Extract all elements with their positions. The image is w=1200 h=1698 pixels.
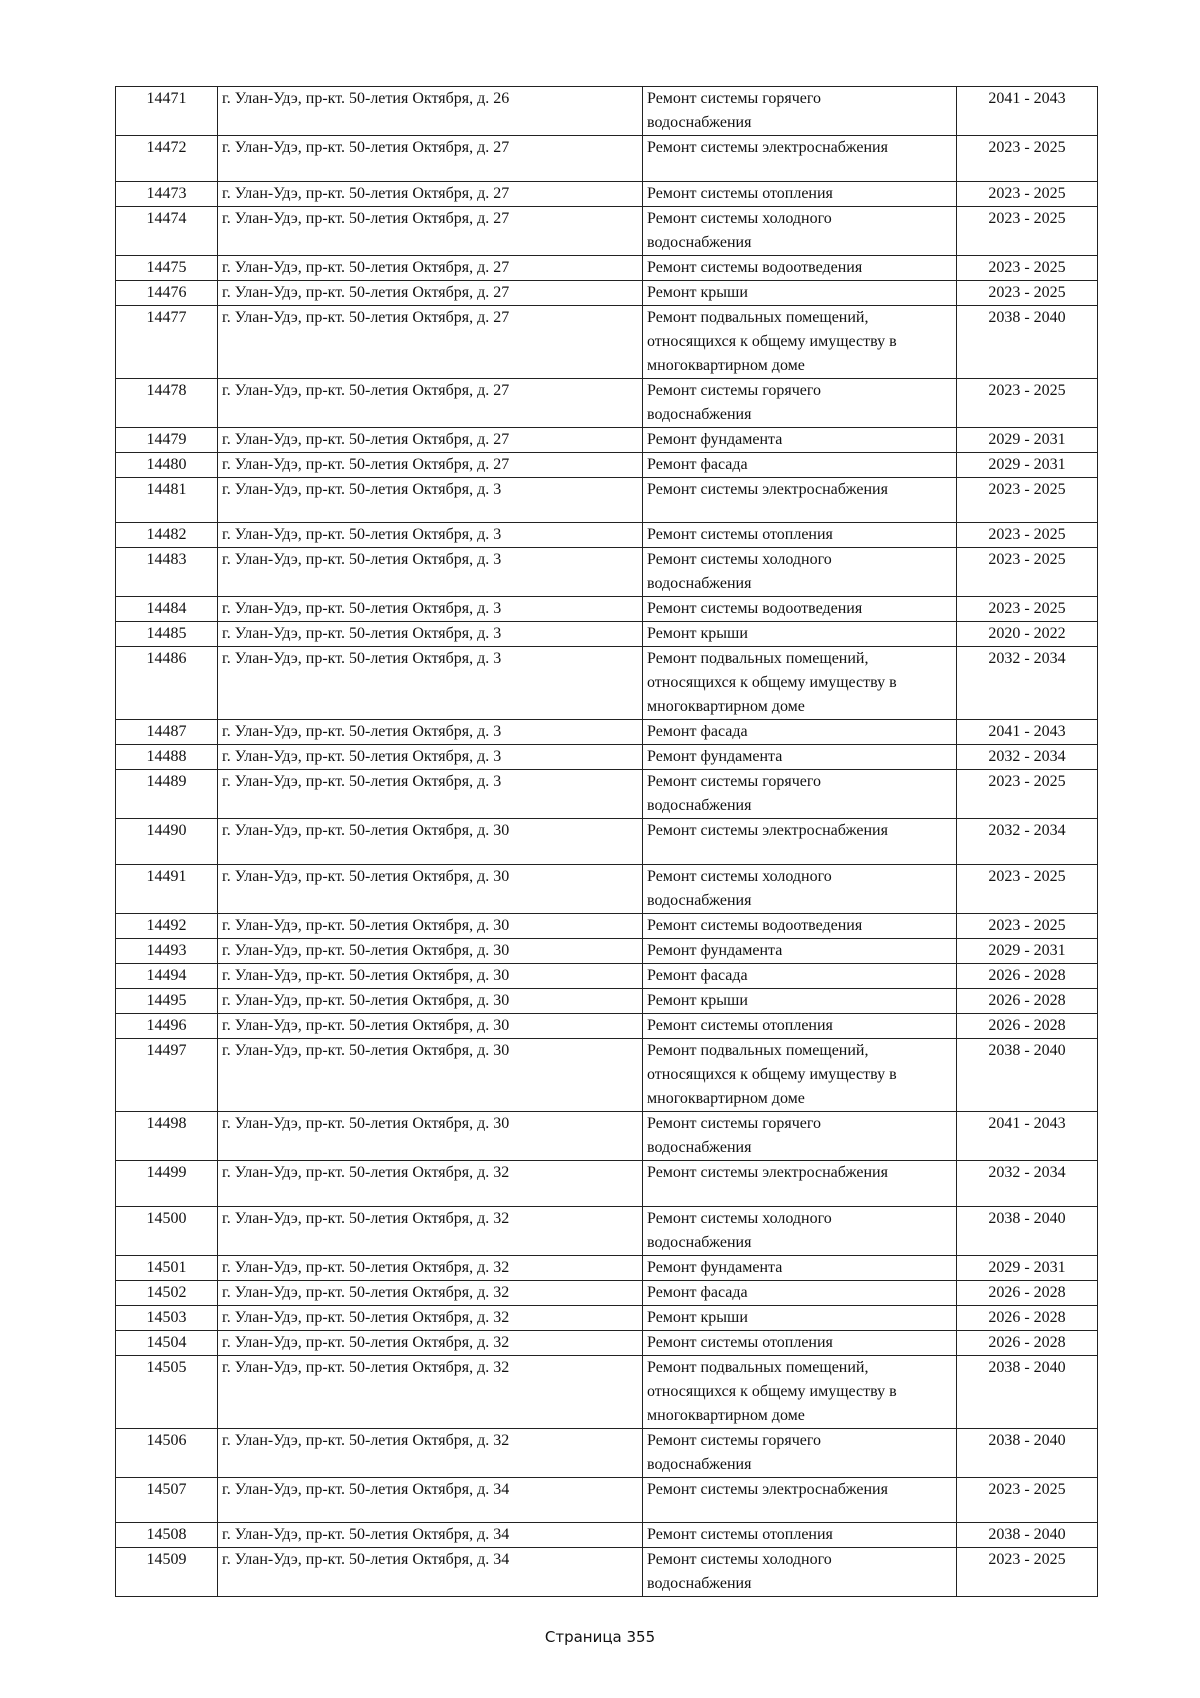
- row-period: 2026 - 2028: [957, 964, 1098, 989]
- row-number: 14497: [116, 1039, 218, 1112]
- row-number: 14476: [116, 280, 218, 305]
- table-row: [116, 1280, 1098, 1305]
- row-address: г. Улан-Удэ, пр-кт. 50-летия Октября, д. 27: [218, 255, 643, 280]
- row-work-type: Ремонт фасада: [643, 964, 957, 989]
- row-number: 14494: [116, 964, 218, 989]
- row-work-type: Ремонт системы холодного водоснабжения: [643, 548, 957, 597]
- table-row: [116, 1548, 1098, 1597]
- row-work-type: Ремонт системы электроснабжения: [643, 136, 957, 182]
- table-row: [116, 427, 1098, 452]
- row-number: 14500: [116, 1206, 218, 1255]
- row-period: 2023 - 2025: [957, 1548, 1098, 1597]
- row-period: 2032 - 2034: [957, 647, 1098, 720]
- row-work-type: Ремонт системы отопления: [643, 1330, 957, 1355]
- row-period: 2029 - 2031: [957, 427, 1098, 452]
- row-work-type: Ремонт системы отопления: [643, 181, 957, 206]
- row-number: 14472: [116, 136, 218, 182]
- table-row: [116, 622, 1098, 647]
- row-address: г. Улан-Удэ, пр-кт. 50-летия Октября, д. 32: [218, 1206, 643, 1255]
- row-address: г. Улан-Удэ, пр-кт. 50-летия Октября, д. 30: [218, 989, 643, 1014]
- row-work-type: Ремонт фасада: [643, 720, 957, 745]
- table-row: [116, 255, 1098, 280]
- row-period: 2032 - 2034: [957, 1161, 1098, 1207]
- row-number: 14482: [116, 523, 218, 548]
- table-row: [116, 305, 1098, 378]
- row-work-type: Ремонт подвальных помещений, относящихся к общему имуществу в многоквартирном доме: [643, 647, 957, 720]
- table-row: [116, 206, 1098, 255]
- row-period: 2026 - 2028: [957, 989, 1098, 1014]
- row-period: 2029 - 2031: [957, 939, 1098, 964]
- row-number: 14484: [116, 597, 218, 622]
- table-row: [116, 989, 1098, 1014]
- row-work-type: Ремонт системы электроснабжения: [643, 477, 957, 523]
- row-number: 14492: [116, 914, 218, 939]
- row-work-type: Ремонт фундамента: [643, 427, 957, 452]
- row-work-type: Ремонт системы электроснабжения: [643, 1161, 957, 1207]
- table-row: [116, 477, 1098, 523]
- row-address: г. Улан-Удэ, пр-кт. 50-летия Октября, д. 30: [218, 819, 643, 865]
- row-work-type: Ремонт фасада: [643, 452, 957, 477]
- row-number: 14502: [116, 1280, 218, 1305]
- row-address: г. Улан-Удэ, пр-кт. 50-летия Октября, д. 27: [218, 181, 643, 206]
- row-address: г. Улан-Удэ, пр-кт. 50-летия Октября, д. 32: [218, 1330, 643, 1355]
- table-row: [116, 1428, 1098, 1477]
- row-number: 14499: [116, 1161, 218, 1207]
- row-period: 2023 - 2025: [957, 181, 1098, 206]
- row-number: 14504: [116, 1330, 218, 1355]
- row-address: г. Улан-Удэ, пр-кт. 50-летия Октября, д. 30: [218, 1014, 643, 1039]
- table-row: [116, 1355, 1098, 1428]
- table-row: [116, 964, 1098, 989]
- table-row: [116, 865, 1098, 914]
- row-number: 14509: [116, 1548, 218, 1597]
- row-period: 2038 - 2040: [957, 1428, 1098, 1477]
- row-period: 2041 - 2043: [957, 720, 1098, 745]
- row-work-type: Ремонт системы водоотведения: [643, 914, 957, 939]
- row-address: г. Улан-Удэ, пр-кт. 50-летия Октября, д. 32: [218, 1255, 643, 1280]
- row-work-type: Ремонт системы отопления: [643, 1523, 957, 1548]
- row-address: г. Улан-Удэ, пр-кт. 50-летия Октября, д. 26: [218, 87, 643, 136]
- table-row: [116, 914, 1098, 939]
- row-address: г. Улан-Удэ, пр-кт. 50-летия Октября, д. 34: [218, 1477, 643, 1523]
- row-work-type: Ремонт системы горячего водоснабжения: [643, 1112, 957, 1161]
- row-period: 2023 - 2025: [957, 865, 1098, 914]
- table-row: [116, 378, 1098, 427]
- row-address: г. Улан-Удэ, пр-кт. 50-летия Октября, д. 3: [218, 647, 643, 720]
- row-work-type: Ремонт системы горячего водоснабжения: [643, 378, 957, 427]
- row-work-type: Ремонт подвальных помещений, относящихся к общему имуществу в многоквартирном доме: [643, 305, 957, 378]
- row-work-type: Ремонт крыши: [643, 989, 957, 1014]
- row-address: г. Улан-Удэ, пр-кт. 50-летия Октября, д. 32: [218, 1161, 643, 1207]
- table-row: [116, 136, 1098, 182]
- table-body: [116, 87, 1098, 1597]
- row-period: 2023 - 2025: [957, 280, 1098, 305]
- table-row: [116, 1477, 1098, 1523]
- row-address: г. Улан-Удэ, пр-кт. 50-летия Октября, д. 32: [218, 1428, 643, 1477]
- row-work-type: Ремонт системы горячего водоснабжения: [643, 770, 957, 819]
- table-row: [116, 1014, 1098, 1039]
- page-number: Страница 355: [544, 1628, 656, 1646]
- table-row: [116, 181, 1098, 206]
- row-work-type: Ремонт системы водоотведения: [643, 597, 957, 622]
- table-row: [116, 452, 1098, 477]
- table-row: [116, 1161, 1098, 1207]
- row-work-type: Ремонт фасада: [643, 1280, 957, 1305]
- row-address: г. Улан-Удэ, пр-кт. 50-летия Октября, д. 30: [218, 865, 643, 914]
- row-number: 14490: [116, 819, 218, 865]
- row-number: 14505: [116, 1355, 218, 1428]
- row-period: 2029 - 2031: [957, 452, 1098, 477]
- row-work-type: Ремонт подвальных помещений, относящихся к общему имуществу в многоквартирном доме: [643, 1039, 957, 1112]
- row-number: 14501: [116, 1255, 218, 1280]
- row-number: 14495: [116, 989, 218, 1014]
- row-period: 2029 - 2031: [957, 1255, 1098, 1280]
- row-number: 14498: [116, 1112, 218, 1161]
- row-number: 14481: [116, 477, 218, 523]
- row-address: г. Улан-Удэ, пр-кт. 50-летия Октября, д. 27: [218, 280, 643, 305]
- row-number: 14480: [116, 452, 218, 477]
- row-number: 14508: [116, 1523, 218, 1548]
- row-work-type: Ремонт системы отопления: [643, 523, 957, 548]
- row-period: 2023 - 2025: [957, 914, 1098, 939]
- row-address: г. Улан-Удэ, пр-кт. 50-летия Октября, д. 27: [218, 206, 643, 255]
- row-work-type: Ремонт системы горячего водоснабжения: [643, 87, 957, 136]
- row-address: г. Улан-Удэ, пр-кт. 50-летия Октября, д. 3: [218, 770, 643, 819]
- row-work-type: Ремонт крыши: [643, 622, 957, 647]
- row-period: 2041 - 2043: [957, 1112, 1098, 1161]
- table-row: [116, 523, 1098, 548]
- row-address: г. Улан-Удэ, пр-кт. 50-летия Октября, д. 27: [218, 378, 643, 427]
- row-address: г. Улан-Удэ, пр-кт. 50-летия Октября, д. 27: [218, 427, 643, 452]
- row-number: 14493: [116, 939, 218, 964]
- table-row: [116, 939, 1098, 964]
- row-period: 2038 - 2040: [957, 1523, 1098, 1548]
- row-period: 2023 - 2025: [957, 206, 1098, 255]
- row-number: 14474: [116, 206, 218, 255]
- row-work-type: Ремонт системы горячего водоснабжения: [643, 1428, 957, 1477]
- row-work-type: Ремонт системы холодного водоснабжения: [643, 1206, 957, 1255]
- row-address: г. Улан-Удэ, пр-кт. 50-летия Октября, д. 32: [218, 1305, 643, 1330]
- row-period: 2032 - 2034: [957, 745, 1098, 770]
- row-work-type: Ремонт системы электроснабжения: [643, 1477, 957, 1523]
- row-address: г. Улан-Удэ, пр-кт. 50-летия Октября, д. 30: [218, 1112, 643, 1161]
- row-address: г. Улан-Удэ, пр-кт. 50-летия Октября, д. 27: [218, 136, 643, 182]
- row-address: г. Улан-Удэ, пр-кт. 50-летия Октября, д. 34: [218, 1523, 643, 1548]
- row-number: 14479: [116, 427, 218, 452]
- table-row: [116, 1330, 1098, 1355]
- row-period: 2020 - 2022: [957, 622, 1098, 647]
- row-work-type: Ремонт системы холодного водоснабжения: [643, 1548, 957, 1597]
- table-row: [116, 720, 1098, 745]
- row-address: г. Улан-Удэ, пр-кт. 50-летия Октября, д. 3: [218, 597, 643, 622]
- row-number: 14488: [116, 745, 218, 770]
- table-row: [116, 548, 1098, 597]
- row-period: 2026 - 2028: [957, 1330, 1098, 1355]
- repair-schedule-table: [115, 86, 1098, 1597]
- row-number: 14486: [116, 647, 218, 720]
- row-number: 14473: [116, 181, 218, 206]
- row-number: 14489: [116, 770, 218, 819]
- row-number: 14475: [116, 255, 218, 280]
- row-work-type: Ремонт фундамента: [643, 939, 957, 964]
- table-row: [116, 1255, 1098, 1280]
- row-work-type: Ремонт фундамента: [643, 745, 957, 770]
- table-row: [116, 280, 1098, 305]
- row-period: 2023 - 2025: [957, 255, 1098, 280]
- row-period: 2023 - 2025: [957, 523, 1098, 548]
- row-address: г. Улан-Удэ, пр-кт. 50-летия Октября, д. 27: [218, 452, 643, 477]
- row-address: г. Улан-Удэ, пр-кт. 50-летия Октября, д. 3: [218, 745, 643, 770]
- row-number: 14471: [116, 87, 218, 136]
- row-number: 14491: [116, 865, 218, 914]
- row-address: г. Улан-Удэ, пр-кт. 50-летия Октября, д. 3: [218, 477, 643, 523]
- row-period: 2026 - 2028: [957, 1305, 1098, 1330]
- row-number: 14483: [116, 548, 218, 597]
- row-work-type: Ремонт системы холодного водоснабжения: [643, 206, 957, 255]
- table-row: [116, 87, 1098, 136]
- row-period: 2023 - 2025: [957, 1477, 1098, 1523]
- table-row: [116, 819, 1098, 865]
- row-address: г. Улан-Удэ, пр-кт. 50-летия Октября, д. 27: [218, 305, 643, 378]
- row-work-type: Ремонт подвальных помещений, относящихся к общему имуществу в многоквартирном доме: [643, 1355, 957, 1428]
- table-row: [116, 597, 1098, 622]
- row-work-type: Ремонт системы водоотведения: [643, 255, 957, 280]
- table-row: [116, 1305, 1098, 1330]
- table-row: [116, 770, 1098, 819]
- table-row: [116, 1112, 1098, 1161]
- row-address: г. Улан-Удэ, пр-кт. 50-летия Октября, д. 30: [218, 1039, 643, 1112]
- row-number: 14477: [116, 305, 218, 378]
- table-row: [116, 647, 1098, 720]
- row-address: г. Улан-Удэ, пр-кт. 50-летия Октября, д. 32: [218, 1280, 643, 1305]
- row-address: г. Улан-Удэ, пр-кт. 50-летия Октября, д. 3: [218, 548, 643, 597]
- row-period: 2041 - 2043: [957, 87, 1098, 136]
- row-period: 2032 - 2034: [957, 819, 1098, 865]
- row-work-type: Ремонт системы холодного водоснабжения: [643, 865, 957, 914]
- row-period: 2023 - 2025: [957, 136, 1098, 182]
- table-row: [116, 1039, 1098, 1112]
- row-period: 2038 - 2040: [957, 1355, 1098, 1428]
- row-period: 2023 - 2025: [957, 770, 1098, 819]
- row-address: г. Улан-Удэ, пр-кт. 50-летия Октября, д. 3: [218, 523, 643, 548]
- row-period: 2038 - 2040: [957, 1206, 1098, 1255]
- row-number: 14503: [116, 1305, 218, 1330]
- row-number: 14496: [116, 1014, 218, 1039]
- row-work-type: Ремонт системы отопления: [643, 1014, 957, 1039]
- row-number: 14507: [116, 1477, 218, 1523]
- row-period: 2023 - 2025: [957, 477, 1098, 523]
- row-period: 2023 - 2025: [957, 597, 1098, 622]
- row-address: г. Улан-Удэ, пр-кт. 50-летия Октября, д. 30: [218, 939, 643, 964]
- row-number: 14487: [116, 720, 218, 745]
- table-row: [116, 745, 1098, 770]
- row-number: 14506: [116, 1428, 218, 1477]
- row-address: г. Улан-Удэ, пр-кт. 50-летия Октября, д. 30: [218, 914, 643, 939]
- row-period: 2038 - 2040: [957, 1039, 1098, 1112]
- row-number: 14485: [116, 622, 218, 647]
- row-address: г. Улан-Удэ, пр-кт. 50-летия Октября, д. 3: [218, 720, 643, 745]
- row-period: 2023 - 2025: [957, 548, 1098, 597]
- row-period: 2026 - 2028: [957, 1014, 1098, 1039]
- table-row: [116, 1206, 1098, 1255]
- row-period: 2026 - 2028: [957, 1280, 1098, 1305]
- table-row: [116, 1523, 1098, 1548]
- row-address: г. Улан-Удэ, пр-кт. 50-летия Октября, д. 30: [218, 964, 643, 989]
- row-work-type: Ремонт крыши: [643, 280, 957, 305]
- row-work-type: Ремонт системы электроснабжения: [643, 819, 957, 865]
- row-address: г. Улан-Удэ, пр-кт. 50-летия Октября, д. 3: [218, 622, 643, 647]
- row-period: 2038 - 2040: [957, 305, 1098, 378]
- row-number: 14478: [116, 378, 218, 427]
- row-work-type: Ремонт крыши: [643, 1305, 957, 1330]
- row-work-type: Ремонт фундамента: [643, 1255, 957, 1280]
- row-address: г. Улан-Удэ, пр-кт. 50-летия Октября, д. 32: [218, 1355, 643, 1428]
- row-address: г. Улан-Удэ, пр-кт. 50-летия Октября, д. 34: [218, 1548, 643, 1597]
- row-period: 2023 - 2025: [957, 378, 1098, 427]
